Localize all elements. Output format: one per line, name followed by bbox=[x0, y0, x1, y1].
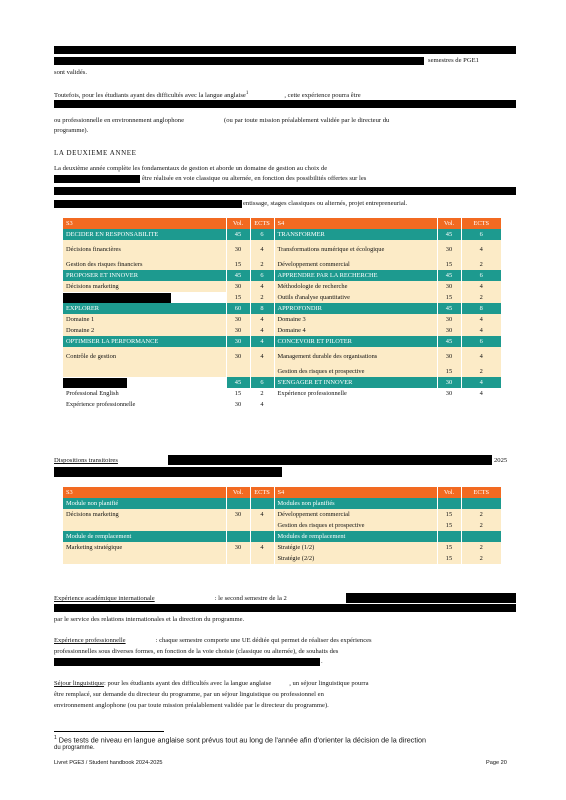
module-volume: 15 bbox=[437, 509, 461, 520]
table-header-row bbox=[63, 487, 501, 498]
sejour-line1 bbox=[54, 680, 369, 688]
module-ects: 4 bbox=[250, 314, 274, 325]
toutefois-text-end: , cette expérience pourra être bbox=[284, 92, 361, 100]
redacted-block bbox=[54, 46, 516, 54]
footer-left: Livret PGE3 / Student handbook 2024-2025 bbox=[54, 760, 163, 766]
module-name-s4: Management durable des organisations bbox=[274, 347, 437, 366]
sejour-label: Séjour linguistique bbox=[54, 680, 105, 687]
table-row bbox=[63, 388, 501, 399]
module-name-s3: Module de remplacement bbox=[63, 531, 226, 542]
module-ects: 4 bbox=[250, 240, 274, 259]
module-ects: 4 bbox=[461, 240, 501, 259]
module-volume: 30 bbox=[226, 281, 250, 292]
module-ects: 2 bbox=[461, 520, 501, 531]
exp-intl-line1 bbox=[54, 595, 287, 603]
table-section-row bbox=[63, 531, 501, 542]
module-volume: 45 bbox=[437, 336, 461, 347]
module-volume: 15 bbox=[437, 553, 461, 564]
module-volume: 45 bbox=[226, 229, 250, 240]
module-name-s3: Marketing stratégique bbox=[63, 542, 226, 553]
table-row bbox=[63, 509, 501, 520]
module-name-s3: PROPOSER ET INNOVER bbox=[63, 270, 226, 281]
module-ects: 6 bbox=[250, 377, 274, 388]
table-row bbox=[63, 553, 501, 564]
module-volume: 30 bbox=[226, 509, 250, 520]
module-volume: 30 bbox=[437, 281, 461, 292]
redacted-block bbox=[346, 593, 516, 603]
module-volume: 60 bbox=[226, 303, 250, 314]
module-name-s3 bbox=[63, 520, 226, 531]
module-volume bbox=[226, 553, 250, 564]
module-name-s4: Expérience professionnelle bbox=[274, 388, 437, 399]
module-ects bbox=[461, 399, 501, 410]
module-ects: 2 bbox=[461, 542, 501, 553]
module-name-s4: Gestion des risques et prospective bbox=[274, 366, 437, 377]
module-ects bbox=[250, 498, 274, 509]
sejour-line2: être remplacé, sur demande du directeur du programme, par un séjour linguistique ou professionnel en bbox=[54, 691, 324, 698]
table-row bbox=[63, 240, 501, 259]
module-name-s3: OPTIMISER LA PERFORMANCE bbox=[63, 336, 226, 347]
intro-line2: sont validés. bbox=[54, 69, 87, 76]
module-ects: 2 bbox=[250, 259, 274, 270]
module-volume: 30 bbox=[226, 399, 250, 410]
module-ects: 4 bbox=[250, 281, 274, 292]
module-volume: 45 bbox=[226, 270, 250, 281]
exp-pro-label: Expérience professionnelle bbox=[54, 637, 126, 644]
module-ects: 4 bbox=[250, 542, 274, 553]
module-name-s4: Transformations numérique et écologique bbox=[274, 240, 437, 259]
module-volume: 45 bbox=[437, 270, 461, 281]
col-header-vol: Vol. bbox=[226, 218, 250, 229]
module-ects bbox=[250, 531, 274, 542]
module-ects: 6 bbox=[250, 229, 274, 240]
module-name-s3: Décisions marketing bbox=[63, 281, 226, 292]
module-name-s3: Expérience professionnelle bbox=[63, 399, 226, 410]
table-row bbox=[63, 314, 501, 325]
intro-line1-end: semestres de PGE1 bbox=[428, 57, 479, 64]
module-volume: 15 bbox=[437, 542, 461, 553]
redacted-block bbox=[54, 658, 320, 666]
module-ects: 4 bbox=[250, 347, 274, 366]
exp-intl-text: : le second semestre de la 2 bbox=[214, 595, 287, 602]
module-volume: 30 bbox=[226, 240, 250, 259]
section2-p1: La deuxième année complète les fondamentaux de gestion et aborde un domaine de gestion au choix de bbox=[54, 165, 328, 172]
module-ects: 8 bbox=[250, 303, 274, 314]
module-name-s4: Domaine 4 bbox=[274, 325, 437, 336]
module-name-s3 bbox=[63, 377, 226, 388]
module-ects: 6 bbox=[250, 270, 274, 281]
module-name-s3: Gestion des risques financiers bbox=[63, 259, 226, 270]
module-name-s4: Développement commercial bbox=[274, 259, 437, 270]
dispositions-label: Dispositions transitoires bbox=[54, 457, 118, 464]
module-ects: 4 bbox=[461, 325, 501, 336]
module-ects: 2 bbox=[461, 259, 501, 270]
table-header-row bbox=[63, 218, 501, 229]
footnote-ref[interactable]: 1 bbox=[245, 91, 249, 96]
transition-table bbox=[63, 487, 501, 564]
module-name-s3 bbox=[63, 292, 226, 303]
module-name-s4: APPRENDRE PAR LA RECHERCHE bbox=[274, 270, 437, 281]
module-volume: 45 bbox=[437, 303, 461, 314]
exp-intl-label: Expérience académique internationale bbox=[54, 595, 155, 602]
redacted-block bbox=[54, 100, 516, 108]
module-ects bbox=[461, 531, 501, 542]
col-header-ects: ECTS bbox=[461, 487, 501, 498]
module-name-s3: Contrôle de gestion bbox=[63, 347, 226, 366]
module-name-s4: Gestion des risques et prospective bbox=[274, 520, 437, 531]
module-volume: 15 bbox=[226, 259, 250, 270]
footer-page: Page 20 bbox=[486, 760, 507, 766]
module-ects bbox=[250, 366, 274, 377]
module-ects bbox=[250, 520, 274, 531]
exp-intl-line3: par le service des relations internationales et la direction du programme. bbox=[54, 616, 245, 623]
curriculum-table bbox=[63, 218, 501, 410]
module-volume: 15 bbox=[226, 388, 250, 399]
module-ects bbox=[461, 498, 501, 509]
module-volume: 30 bbox=[437, 240, 461, 259]
module-volume bbox=[437, 498, 461, 509]
module-name-s3: EXPLORER bbox=[63, 303, 226, 314]
module-volume: 30 bbox=[226, 314, 250, 325]
module-volume: 15 bbox=[437, 259, 461, 270]
module-name-s3: Décisions marketing bbox=[63, 509, 226, 520]
module-name-s4: APPROFONDIR bbox=[274, 303, 437, 314]
module-ects: 2 bbox=[250, 292, 274, 303]
dispositions-year: 2025 bbox=[494, 457, 508, 464]
module-name-s3: Module non planifié bbox=[63, 498, 226, 509]
table-section-row bbox=[63, 303, 501, 314]
module-ects: 4 bbox=[250, 509, 274, 520]
exp-pro-line1 bbox=[54, 637, 372, 645]
exp-pro-line3-end: . bbox=[321, 658, 323, 665]
module-volume: 30 bbox=[437, 325, 461, 336]
table-row bbox=[63, 366, 501, 377]
module-ects: 4 bbox=[461, 388, 501, 399]
table-section-row bbox=[63, 336, 501, 347]
module-name-s4: TRANSFORMER bbox=[274, 229, 437, 240]
module-name-s4: Méthodologie de recherche bbox=[274, 281, 437, 292]
module-ects: 2 bbox=[461, 509, 501, 520]
redacted-block bbox=[63, 293, 171, 303]
module-name-s3: Décisions financières bbox=[63, 240, 226, 259]
module-name-s4: Stratégie (1/2) bbox=[274, 542, 437, 553]
toutefois-line3-start: ou professionnelle en environnement anglophone bbox=[54, 117, 185, 124]
module-ects: 2 bbox=[461, 292, 501, 303]
redacted-block bbox=[54, 200, 242, 208]
module-ects: 4 bbox=[461, 347, 501, 366]
section2-p2: être réalisée en voie classique ou alternée, en fonction des possibilités offertes sur les bbox=[142, 175, 367, 182]
table-section-row bbox=[63, 229, 501, 240]
module-ects: 4 bbox=[461, 377, 501, 388]
module-volume: 30 bbox=[226, 325, 250, 336]
module-ects: 4 bbox=[461, 281, 501, 292]
module-volume: 15 bbox=[437, 292, 461, 303]
module-name-s4 bbox=[274, 399, 437, 410]
module-volume: 30 bbox=[437, 314, 461, 325]
module-name-s3 bbox=[63, 553, 226, 564]
table-row bbox=[63, 281, 501, 292]
table-section-row bbox=[63, 270, 501, 281]
module-ects: 2 bbox=[461, 553, 501, 564]
toutefois-line1 bbox=[54, 90, 361, 100]
module-name-s4: Développement commercial bbox=[274, 509, 437, 520]
module-ects: 4 bbox=[250, 399, 274, 410]
exp-pro-text: : chaque semestre comporte une UE dédiée qui permet de réaliser des expériences bbox=[155, 637, 372, 644]
module-name-s3: DECIDER EN RESPONSABILITE bbox=[63, 229, 226, 240]
module-name-s4: Modules de remplacement bbox=[274, 531, 437, 542]
sejour-line3: environnement anglophone (ou par toute mission préalablement validée par le directeur du programme). bbox=[54, 702, 329, 709]
footnote-line1: Des tests de niveau en langue anglaise sont prévus tout au long de l'année afin d'orienter la décision de la direction bbox=[58, 735, 426, 745]
footnote-line2: du programme. bbox=[54, 745, 95, 751]
module-name-s3 bbox=[63, 366, 226, 377]
module-ects: 2 bbox=[250, 388, 274, 399]
col-header-ects: ECTS bbox=[250, 487, 274, 498]
module-volume: 30 bbox=[226, 542, 250, 553]
module-ects: 6 bbox=[461, 270, 501, 281]
module-volume: 30 bbox=[226, 347, 250, 366]
col-header-s3: S3 bbox=[63, 487, 226, 498]
module-name-s4: Stratégie (2/2) bbox=[274, 553, 437, 564]
toutefois-text: Toutefois, pour les étudiants ayant des difficultés avec la langue anglaise bbox=[54, 92, 246, 100]
module-ects: 6 bbox=[461, 229, 501, 240]
module-ects: 4 bbox=[250, 336, 274, 347]
redacted-block bbox=[168, 455, 492, 465]
module-volume bbox=[437, 531, 461, 542]
section-heading: LA DEUXIEME ANNEE bbox=[54, 149, 137, 157]
table-row bbox=[63, 542, 501, 553]
toutefois-line4: programme). bbox=[54, 127, 89, 134]
section2-p3: entissage, stages classiques ou alternés, projet entrepreneurial. bbox=[243, 200, 408, 207]
table-row bbox=[63, 399, 501, 410]
footnote bbox=[54, 734, 426, 744]
table-row bbox=[63, 292, 501, 303]
module-ects: 6 bbox=[461, 336, 501, 347]
module-volume bbox=[226, 366, 250, 377]
table-row bbox=[63, 347, 501, 366]
module-volume: 45 bbox=[226, 377, 250, 388]
table-row bbox=[63, 325, 501, 336]
toutefois-line3 bbox=[54, 117, 389, 125]
redacted-block bbox=[54, 187, 516, 195]
sejour-text-end: , un séjour linguistique pourra bbox=[289, 680, 369, 687]
table-section-row bbox=[63, 498, 501, 509]
module-ects bbox=[250, 553, 274, 564]
col-header-s4: S4 bbox=[274, 487, 437, 498]
col-header-vol: Vol. bbox=[226, 487, 250, 498]
module-volume bbox=[226, 520, 250, 531]
exp-pro-line2: professionnelles sous diverses formes, en fonction de la voie choisie (classique ou alternée), de souhaits des bbox=[54, 648, 339, 655]
redacted-block bbox=[54, 467, 282, 477]
module-name-s4: S'ENGAGER ET INNOVER bbox=[274, 377, 437, 388]
table-row bbox=[63, 520, 501, 531]
redacted-block bbox=[54, 175, 140, 183]
module-name-s3: Domaine 2 bbox=[63, 325, 226, 336]
col-header-s4: S4 bbox=[274, 218, 437, 229]
col-header-ects: ECTS bbox=[250, 218, 274, 229]
footnote-number: 1 bbox=[54, 735, 57, 741]
module-volume: 30 bbox=[226, 336, 250, 347]
module-ects: 4 bbox=[461, 314, 501, 325]
module-name-s4: Domaine 3 bbox=[274, 314, 437, 325]
sejour-text: : pour les étudiants ayant des difficultés avec la langue anglaise bbox=[104, 680, 272, 687]
module-volume: 30 bbox=[437, 377, 461, 388]
module-volume bbox=[226, 531, 250, 542]
module-name-s3: Professional English bbox=[63, 388, 226, 399]
redacted-block bbox=[54, 604, 516, 612]
footnote-separator bbox=[54, 731, 164, 732]
module-ects: 4 bbox=[250, 325, 274, 336]
module-volume: 15 bbox=[437, 520, 461, 531]
module-ects: 2 bbox=[461, 366, 501, 377]
module-name-s4: Modules non planifiés bbox=[274, 498, 437, 509]
module-name-s4: Outils d'analyse quantitative bbox=[274, 292, 437, 303]
col-header-s3: S3 bbox=[63, 218, 226, 229]
col-header-vol: Vol. bbox=[437, 218, 461, 229]
module-volume: 30 bbox=[437, 388, 461, 399]
col-header-vol: Vol. bbox=[437, 487, 461, 498]
table-section-row bbox=[63, 377, 501, 388]
table-row bbox=[63, 259, 501, 270]
module-volume: 45 bbox=[437, 229, 461, 240]
redacted-block bbox=[54, 57, 424, 65]
module-name-s4: CONCEVOIR ET PILOTER bbox=[274, 336, 437, 347]
module-volume: 15 bbox=[437, 366, 461, 377]
module-volume: 15 bbox=[226, 292, 250, 303]
module-ects: 8 bbox=[461, 303, 501, 314]
module-volume: 30 bbox=[437, 347, 461, 366]
toutefois-line3-end: (ou par toute mission préalablement validée par le directeur du bbox=[224, 117, 390, 124]
module-name-s3: Domaine 1 bbox=[63, 314, 226, 325]
col-header-ects: ECTS bbox=[461, 218, 501, 229]
module-volume bbox=[226, 498, 250, 509]
module-volume bbox=[437, 399, 461, 410]
redacted-block bbox=[63, 378, 127, 388]
